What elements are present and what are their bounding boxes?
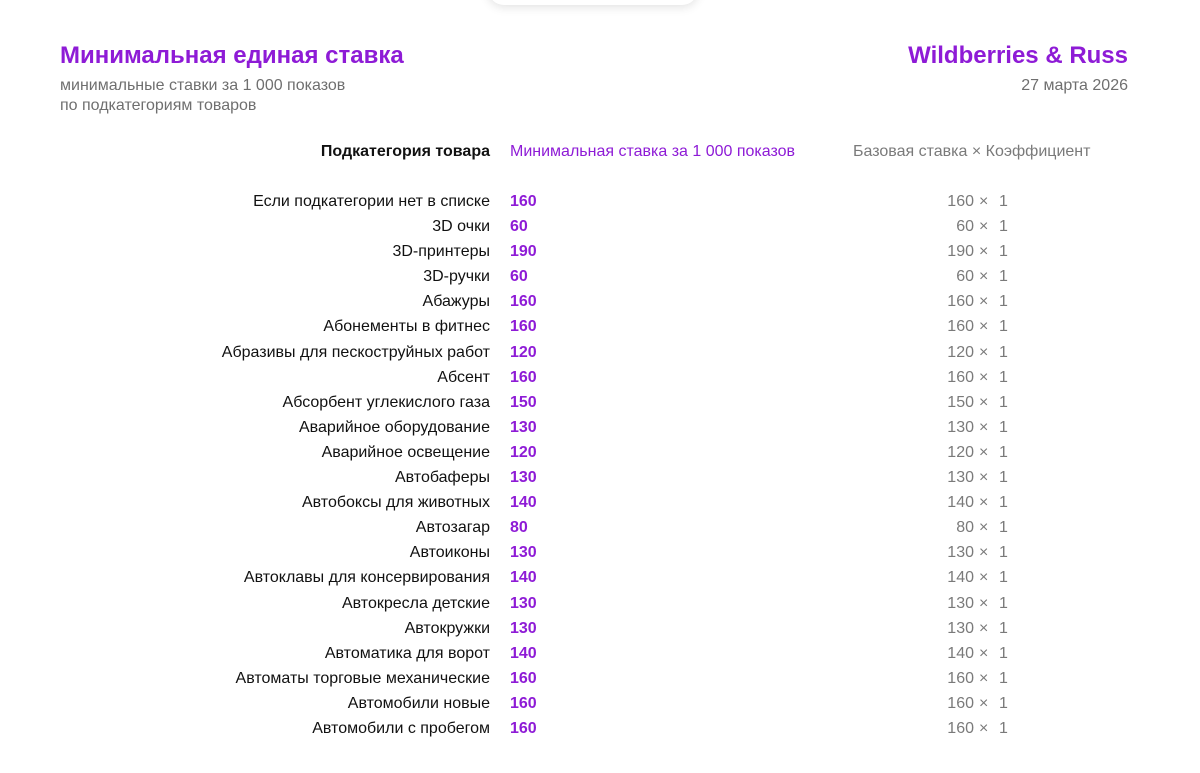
table-row	[0, 365, 1200, 390]
row-base-rate: 130	[947, 594, 974, 612]
row-base-rate: 190	[947, 243, 974, 261]
row-multiply-sign: ×	[979, 719, 989, 737]
table-row	[0, 314, 1200, 339]
row-min-bid: 60	[510, 268, 528, 286]
row-category: Автокресла детские	[341, 594, 490, 612]
row-multiply-sign: ×	[979, 218, 989, 236]
row-base-rate: 60	[956, 268, 974, 286]
row-base-rate: 160	[947, 368, 974, 386]
table-row	[0, 515, 1200, 540]
row-base-rate: 60	[956, 218, 974, 236]
table-row	[0, 289, 1200, 314]
row-multiply-sign: ×	[979, 469, 989, 487]
row-category: Абсент	[437, 368, 490, 386]
table-header	[0, 143, 1200, 165]
row-base-rate: 120	[947, 443, 974, 461]
row-base-rate: 140	[947, 494, 974, 512]
row-base-rate: 160	[947, 719, 974, 737]
row-coefficient: 1	[999, 293, 1008, 311]
subtitle-line-2: по подкатегориям товаров	[60, 97, 257, 114]
row-min-bid: 160	[510, 293, 537, 311]
brand-name: Wildberries & Russ	[908, 42, 1128, 69]
table-row	[0, 340, 1200, 365]
row-multiply-sign: ×	[979, 694, 989, 712]
row-coefficient: 1	[999, 594, 1008, 612]
row-min-bid: 120	[510, 343, 537, 361]
row-multiply-sign: ×	[979, 494, 989, 512]
row-base-rate: 130	[947, 619, 974, 637]
row-coefficient: 1	[999, 393, 1008, 411]
row-multiply-sign: ×	[979, 243, 989, 261]
row-category: 3D очки	[432, 218, 490, 236]
row-coefficient: 1	[999, 719, 1008, 737]
column-header-formula: Базовая ставка × Коэффициент	[853, 143, 1091, 160]
row-category: Если подкатегории нет в списке	[253, 193, 490, 210]
row-multiply-sign: ×	[979, 318, 989, 336]
row-min-bid: 160	[510, 368, 537, 386]
row-coefficient: 1	[999, 619, 1008, 637]
row-min-bid: 130	[510, 544, 537, 562]
table-row	[0, 264, 1200, 289]
table-row	[0, 440, 1200, 465]
table-row	[0, 390, 1200, 415]
row-base-rate: 140	[947, 644, 974, 662]
row-base-rate: 120	[947, 343, 974, 361]
row-min-bid: 160	[510, 694, 537, 712]
row-category: Аварийное оборудование	[298, 418, 490, 436]
row-min-bid: 80	[510, 519, 528, 537]
row-category: Автоклавы для консервирования	[243, 569, 490, 587]
row-category: Абразивы для пескоструйных работ	[221, 343, 490, 361]
row-multiply-sign: ×	[979, 418, 989, 436]
table-row	[0, 239, 1200, 264]
table-row	[0, 591, 1200, 616]
row-min-bid: 140	[510, 569, 537, 587]
report-date: 27 марта 2026	[1021, 77, 1128, 94]
row-multiply-sign: ×	[979, 569, 989, 587]
table-row	[0, 565, 1200, 590]
row-category: Аварийное освещение	[321, 443, 490, 461]
row-min-bid: 150	[510, 393, 537, 411]
row-multiply-sign: ×	[979, 343, 989, 361]
row-category: 3D-принтеры	[392, 243, 490, 261]
row-base-rate: 80	[956, 519, 974, 537]
table-row	[0, 540, 1200, 565]
row-category: Автоматы торговые механические	[235, 669, 490, 687]
row-coefficient: 1	[999, 318, 1008, 336]
row-min-bid: 160	[510, 318, 537, 336]
table-row	[0, 641, 1200, 666]
row-base-rate: 160	[947, 193, 974, 210]
row-base-rate: 160	[947, 694, 974, 712]
row-base-rate: 130	[947, 544, 974, 562]
column-header-min-bid: Минимальная ставка за 1 000 показов	[510, 143, 796, 160]
table-row	[0, 465, 1200, 490]
row-multiply-sign: ×	[979, 669, 989, 687]
row-coefficient: 1	[999, 469, 1008, 487]
row-category: Автоиконы	[409, 544, 490, 562]
row-coefficient: 1	[999, 519, 1008, 537]
page-subtitle	[60, 76, 404, 116]
row-category: Абсорбент углекислого газа	[282, 393, 490, 411]
row-min-bid: 160	[510, 669, 537, 687]
row-coefficient: 1	[999, 193, 1008, 210]
row-coefficient: 1	[999, 443, 1008, 461]
subtitle-line-1: минимальные ставки за 1 000 показов	[60, 77, 346, 94]
row-coefficient: 1	[999, 218, 1008, 236]
row-coefficient: 1	[999, 418, 1008, 436]
row-category: Абонементы в фитнес	[323, 318, 490, 336]
row-category: Автоматика для ворот	[324, 644, 490, 662]
row-multiply-sign: ×	[979, 544, 989, 562]
row-min-bid: 130	[510, 418, 537, 436]
row-category: Автобоксы для животных	[301, 494, 490, 512]
column-header-category: Подкатегория товара	[320, 143, 490, 160]
row-coefficient: 1	[999, 343, 1008, 361]
row-min-bid: 130	[510, 594, 537, 612]
row-base-rate: 160	[947, 669, 974, 687]
table-row	[0, 691, 1200, 716]
row-base-rate: 160	[947, 318, 974, 336]
row-multiply-sign: ×	[979, 519, 989, 537]
row-min-bid: 160	[510, 193, 537, 210]
table-row	[0, 490, 1200, 515]
row-multiply-sign: ×	[979, 619, 989, 637]
row-multiply-sign: ×	[979, 443, 989, 461]
table-row	[0, 666, 1200, 691]
row-coefficient: 1	[999, 569, 1008, 587]
row-coefficient: 1	[999, 494, 1008, 512]
row-multiply-sign: ×	[979, 368, 989, 386]
row-category: Абажуры	[422, 293, 490, 311]
row-base-rate: 140	[947, 569, 974, 587]
row-coefficient: 1	[999, 368, 1008, 386]
header-right	[908, 42, 1128, 96]
row-min-bid: 140	[510, 494, 537, 512]
row-coefficient: 1	[999, 669, 1008, 687]
row-category: Автомобили с пробегом	[312, 719, 490, 737]
row-base-rate: 130	[947, 469, 974, 487]
top-card	[488, 0, 698, 5]
row-category: Автокружки	[404, 619, 490, 637]
table-row	[0, 616, 1200, 641]
table-row	[0, 189, 1200, 214]
row-category: Автомобили новые	[347, 694, 490, 712]
row-coefficient: 1	[999, 694, 1008, 712]
row-min-bid: 120	[510, 443, 537, 461]
table-body	[0, 189, 1200, 741]
row-min-bid: 140	[510, 644, 537, 662]
row-multiply-sign: ×	[979, 393, 989, 411]
row-coefficient: 1	[999, 544, 1008, 562]
row-base-rate: 160	[947, 293, 974, 311]
row-base-rate: 150	[947, 393, 974, 411]
row-multiply-sign: ×	[979, 594, 989, 612]
row-min-bid: 130	[510, 619, 537, 637]
header-left	[60, 42, 404, 116]
row-base-rate: 130	[947, 418, 974, 436]
row-category: Автобаферы	[394, 469, 490, 487]
table-row	[0, 716, 1200, 741]
row-coefficient: 1	[999, 644, 1008, 662]
row-multiply-sign: ×	[979, 268, 989, 286]
row-category: Автозагар	[415, 519, 490, 537]
row-multiply-sign: ×	[979, 193, 989, 210]
row-coefficient: 1	[999, 243, 1008, 261]
row-min-bid: 130	[510, 469, 537, 487]
row-multiply-sign: ×	[979, 293, 989, 311]
table-row	[0, 415, 1200, 440]
row-min-bid: 60	[510, 218, 528, 236]
row-multiply-sign: ×	[979, 644, 989, 662]
table-row	[0, 214, 1200, 239]
row-min-bid: 190	[510, 243, 537, 261]
row-category: 3D-ручки	[423, 268, 490, 286]
page-title: Минимальная единая ставка	[60, 42, 404, 69]
row-coefficient: 1	[999, 268, 1008, 286]
row-min-bid: 160	[510, 719, 537, 737]
